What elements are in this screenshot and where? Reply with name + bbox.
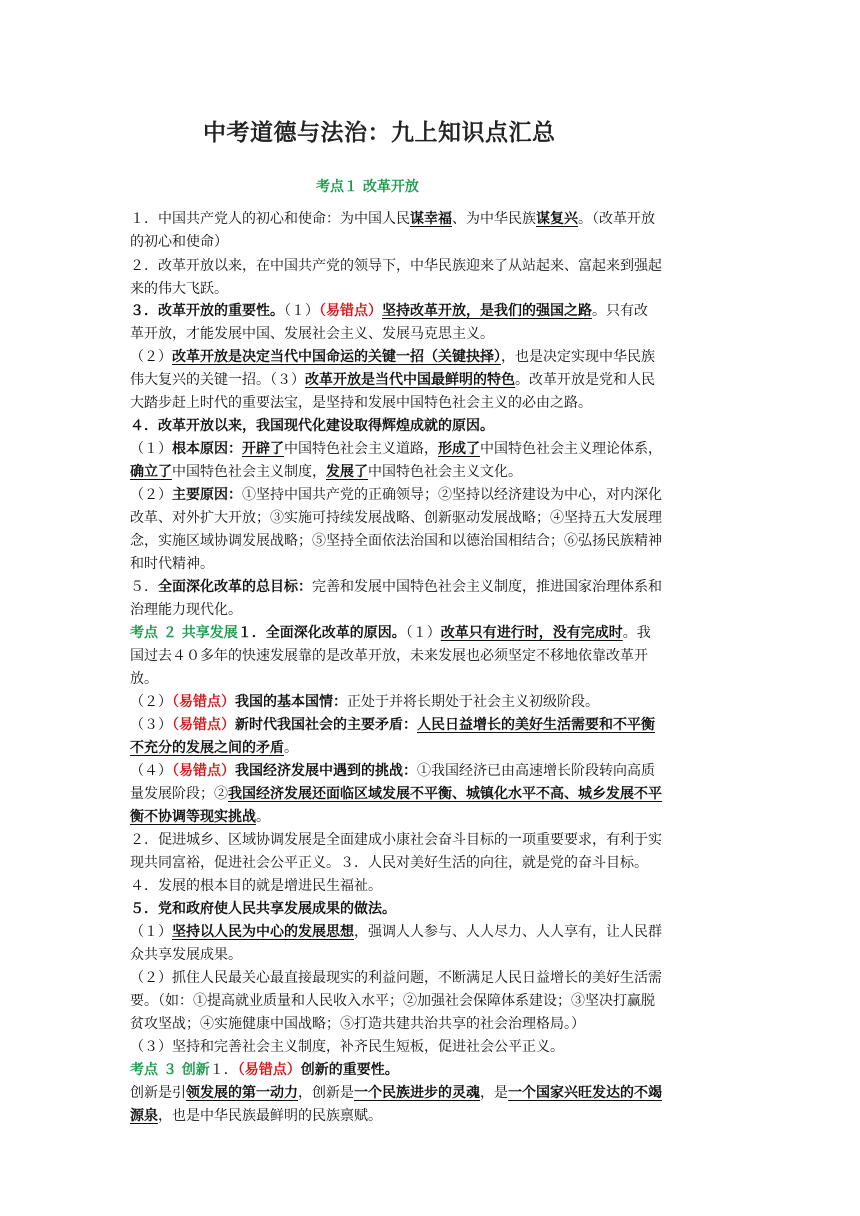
text-span: 。 bbox=[256, 809, 270, 825]
text-span: 我国经济发展中遇到的挑战： bbox=[235, 763, 417, 779]
text-span: 大踏步赶上时代的重要法宝，是坚持和发展中国特色社会主义的必由之路。 bbox=[130, 395, 592, 411]
text-line bbox=[130, 875, 750, 898]
text-line bbox=[130, 392, 750, 415]
key-point-text: 不充分的发展之间的矛盾 bbox=[130, 740, 284, 756]
text-span: 创新的重要性。 bbox=[300, 1062, 399, 1078]
key-point-text: 改革开放是决定当代中国命运的关键一招（关键抉择） bbox=[172, 349, 501, 365]
text-span: 。（改革开放 bbox=[578, 211, 655, 227]
text-span: １．中国共产党人的初心和使命：为中国人民 bbox=[130, 211, 410, 227]
text-line bbox=[130, 576, 750, 599]
text-line bbox=[130, 1105, 750, 1128]
text-line bbox=[130, 484, 750, 507]
key-point-text: 改革开放是当代中国最鲜明的特色 bbox=[305, 372, 515, 388]
text-line bbox=[130, 323, 750, 346]
text-span: ，强调人人参与、人人尽力、人人享有，让人民群 bbox=[354, 924, 662, 940]
text-line bbox=[130, 438, 750, 461]
text-line bbox=[130, 208, 750, 231]
text-span: （２） bbox=[130, 349, 172, 365]
text-line bbox=[130, 1059, 750, 1082]
key-point-text: 确立了 bbox=[130, 464, 172, 480]
text-line bbox=[130, 806, 750, 829]
key-point-text: 领发展的第一动力 bbox=[186, 1085, 298, 1101]
text-span: ５．党和政府使人民共享发展成果的做法。 bbox=[130, 901, 396, 917]
text-span: ①坚持中国共产党的正确领导；②坚持以经济建设为中心，对内深化 bbox=[242, 487, 662, 503]
text-span: 中国特色社会主义理论体系， bbox=[480, 441, 662, 457]
key-point-text: 一个国家兴旺发达的不竭 bbox=[508, 1085, 662, 1101]
text-span: ，也是中华民族最鲜明的民族禀赋。 bbox=[158, 1108, 382, 1124]
key-point-text: 改革只有进行时，没有完成时 bbox=[440, 625, 623, 641]
text-line bbox=[130, 944, 750, 967]
key-point-text: 发展了 bbox=[326, 464, 368, 480]
text-span: 贫攻坚战；④实施健康中国战略；⑤打造共建共治共享的社会治理格局。） bbox=[130, 1016, 585, 1032]
text-span: 放。 bbox=[130, 671, 158, 687]
key-point-text: 源泉 bbox=[130, 1108, 158, 1124]
text-line bbox=[130, 415, 750, 438]
text-line bbox=[130, 461, 750, 484]
text-span: １． bbox=[209, 1062, 238, 1078]
document-title: 中考道德与法治：九上知识点汇总 bbox=[203, 120, 556, 146]
text-span: ，创新是 bbox=[298, 1085, 354, 1101]
key-point-text: 人民日益增长的美好生活需要和不平衡 bbox=[417, 717, 655, 733]
text-span: 治理能力现代化。 bbox=[130, 602, 242, 618]
text-line bbox=[130, 369, 750, 392]
text-line bbox=[130, 668, 750, 691]
text-span: 现共同富裕，促进社会公平正义。３．人民对美好生活的向往，就是党的奋斗目标。 bbox=[130, 855, 648, 871]
text-span: 根本原因： bbox=[172, 441, 242, 457]
error-prone-tag: （易错点） bbox=[319, 303, 382, 319]
text-line bbox=[130, 783, 750, 806]
text-line bbox=[130, 852, 750, 875]
text-span: 量发展阶段；② bbox=[130, 786, 228, 802]
text-span: 众共享发展成果。 bbox=[130, 947, 242, 963]
text-line bbox=[130, 553, 750, 576]
text-span: （１） bbox=[405, 625, 441, 641]
section-label: 考点 ３ 创新 bbox=[130, 1062, 210, 1078]
text-span: 来的伟大飞跃。 bbox=[130, 281, 228, 297]
text-span: 新时代我国社会的主要矛盾： bbox=[235, 717, 417, 733]
error-prone-tag: （易错点） bbox=[237, 1062, 301, 1078]
text-span: （２） bbox=[130, 694, 172, 710]
text-span: 要。（如：①提高就业质量和人民收入水平；②加强社会保障体系建设；③坚决打赢脱 bbox=[130, 993, 655, 1009]
text-line bbox=[130, 737, 750, 760]
text-span: 和时代精神。 bbox=[130, 556, 214, 572]
text-line bbox=[130, 278, 750, 301]
text-line bbox=[130, 645, 750, 668]
text-line bbox=[130, 231, 750, 254]
text-span: （４） bbox=[130, 763, 172, 779]
text-span: （１） bbox=[284, 303, 319, 319]
text-span: 的初心和使命） bbox=[130, 234, 228, 250]
text-line bbox=[130, 599, 750, 622]
text-span: （２）抓住人民最关心最直接最现实的利益问题，不断满足人民日益增长的美好生活需 bbox=[130, 970, 662, 986]
text-span: 中国特色社会主义制度， bbox=[172, 464, 326, 480]
text-span: 中国特色社会主义文化。 bbox=[368, 464, 522, 480]
text-span: 正处于并将长期处于社会主义初级阶段。 bbox=[347, 694, 599, 710]
text-span: ，也是决定实现中华民族 bbox=[501, 349, 655, 365]
text-line bbox=[130, 829, 750, 852]
text-span: 主要原因： bbox=[172, 487, 242, 503]
key-point-text: 坚持以人民为中心的发展思想 bbox=[172, 924, 354, 940]
text-span: ２．促进城乡、区域协调发展是全面建成小康社会奋斗目标的一项重要要求，有利于实 bbox=[130, 832, 662, 848]
text-span: ４．发展的根本目的就是增进民生福祉。 bbox=[130, 878, 382, 894]
text-span: 国过去４０多年的快速发展靠的是改革开放，未来发展也必须坚定不移地依靠改革开 bbox=[130, 648, 648, 664]
text-span: １．全面深化改革的原因。 bbox=[237, 625, 406, 641]
text-line bbox=[130, 691, 750, 714]
text-line bbox=[130, 760, 750, 783]
text-span: 。改革开放是党和人民 bbox=[515, 372, 655, 388]
error-prone-tag: （易错点） bbox=[172, 694, 235, 710]
text-span: 全面深化改革的总目标： bbox=[158, 579, 312, 595]
text-span: 我国的基本国情： bbox=[235, 694, 347, 710]
text-line bbox=[130, 1036, 750, 1059]
key-point-text: 开辟了 bbox=[242, 441, 284, 457]
text-span: 。 bbox=[284, 740, 298, 756]
section-heading: 考点１ 改革开放 bbox=[316, 179, 419, 195]
text-span: ①我国经济已由高速增长阶段转向高质 bbox=[417, 763, 655, 779]
text-span: 革开放，才能发展中国、发展社会主义、发展马克思主义。 bbox=[130, 326, 494, 342]
text-span: 、为中华民族 bbox=[452, 211, 536, 227]
text-line bbox=[130, 1082, 750, 1105]
text-span: （３） bbox=[130, 717, 172, 733]
error-prone-tag: （易错点） bbox=[172, 717, 235, 733]
text-span: ４．改革开放以来，我国现代化建设取得辉煌成就的原因。 bbox=[130, 418, 494, 434]
text-span: ３．改革开放的重要性。 bbox=[130, 303, 284, 319]
section-label: 考点 ２ 共享发展 bbox=[130, 625, 238, 641]
text-span: ２．改革开放以来，在中国共产党的领导下，中华民族迎来了从站起来、富起来到强起 bbox=[130, 258, 662, 274]
text-line bbox=[130, 255, 750, 278]
text-line bbox=[130, 921, 750, 944]
text-span: 完善和发展中国特色社会主义制度，推进国家治理体系和 bbox=[312, 579, 662, 595]
key-point-text: 我国经济发展还面临区域发展不平衡、城镇化水平不高、城乡发展不平 bbox=[228, 786, 662, 802]
key-point-text: 衡不协调等现实挑战 bbox=[130, 809, 256, 825]
text-line bbox=[130, 346, 750, 369]
key-point-text: 谋复兴 bbox=[536, 211, 578, 227]
text-span: 创新是引 bbox=[130, 1085, 186, 1101]
text-span: （３）坚持和完善社会主义制度，补齐民生短板，促进社会公平正义。 bbox=[130, 1039, 564, 1055]
text-line bbox=[130, 622, 750, 645]
text-span: （１） bbox=[130, 924, 172, 940]
text-line bbox=[130, 300, 750, 323]
text-line bbox=[130, 990, 750, 1013]
key-point-text: 坚持改革开放，是我们的强国之路 bbox=[382, 303, 592, 319]
key-point-text: 谋幸福 bbox=[410, 211, 452, 227]
text-span: 中国特色社会主义道路， bbox=[284, 441, 438, 457]
key-point-text: 形成了 bbox=[438, 441, 480, 457]
text-line bbox=[130, 530, 750, 553]
text-span: 。只有改 bbox=[592, 303, 648, 319]
key-point-text: 一个民族进步的灵魂 bbox=[354, 1085, 480, 1101]
text-span: 。我 bbox=[622, 625, 651, 641]
text-span: ５． bbox=[130, 579, 158, 595]
text-span: 伟大复兴的关键一招。（３） bbox=[130, 372, 305, 388]
text-line bbox=[130, 967, 750, 990]
text-span: ，是 bbox=[480, 1085, 508, 1101]
text-line bbox=[130, 714, 750, 737]
text-span: 念，实施区域协调发展战略；⑤坚持全面依法治国和以德治国相结合；⑥弘扬民族精神 bbox=[130, 533, 662, 549]
text-span: （２） bbox=[130, 487, 172, 503]
text-line bbox=[130, 507, 750, 530]
text-line bbox=[130, 898, 750, 921]
text-span: 改革、对外扩大开放；③实施可持续发展战略、创新驱动发展战略；④坚持五大发展理 bbox=[130, 510, 662, 526]
error-prone-tag: （易错点） bbox=[172, 763, 235, 779]
text-line bbox=[130, 1013, 750, 1036]
text-span: （１） bbox=[130, 441, 172, 457]
